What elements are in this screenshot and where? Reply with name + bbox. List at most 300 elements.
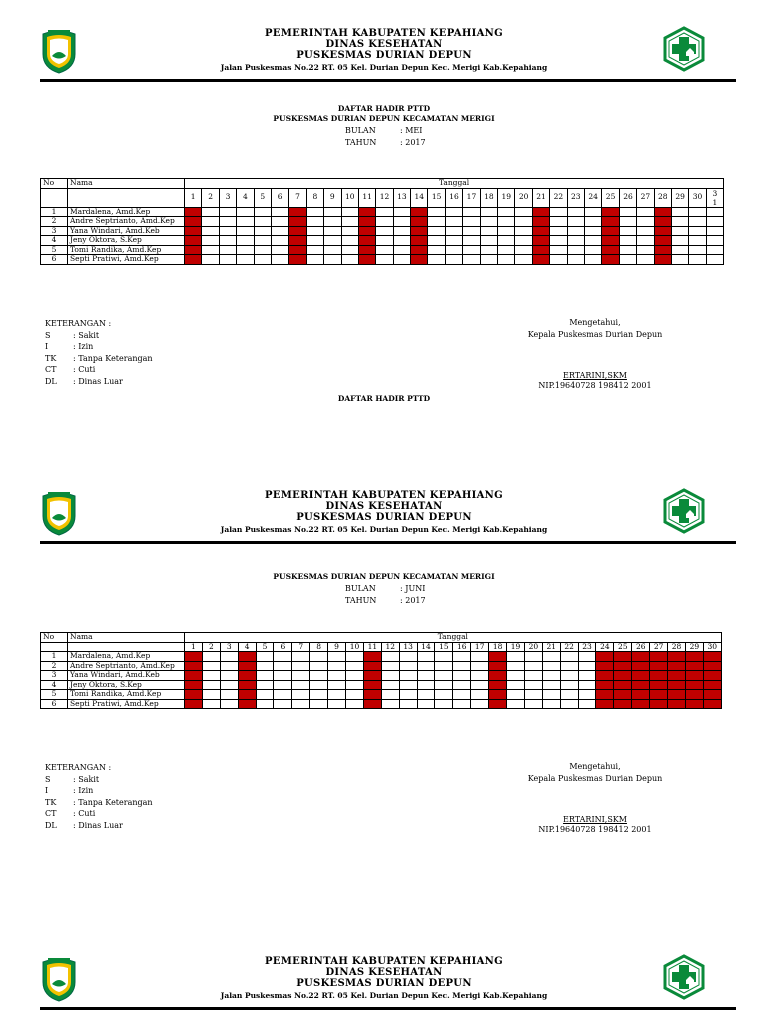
day-cell	[542, 699, 560, 709]
day-cell	[515, 207, 532, 217]
day-cell	[381, 699, 399, 709]
day-cell-marked	[596, 661, 614, 671]
day-cell-marked	[596, 690, 614, 700]
keterangan-block	[45, 318, 153, 387]
day-cell	[524, 661, 542, 671]
day-cell-marked	[596, 699, 614, 709]
day-header: 17	[463, 188, 480, 207]
day-cell	[637, 245, 654, 255]
row-no: 5	[41, 690, 68, 700]
day-cell	[480, 217, 497, 227]
day-cell	[671, 217, 688, 227]
day-cell	[399, 680, 417, 690]
day-cell	[480, 207, 497, 217]
day-cell	[399, 661, 417, 671]
day-cell	[619, 236, 636, 246]
day-cell	[220, 671, 238, 681]
header-no: No	[41, 633, 68, 643]
day-cell-marked	[654, 207, 671, 217]
day-cell	[306, 226, 323, 236]
day-cell	[480, 245, 497, 255]
keterangan-code: TK	[45, 797, 57, 807]
day-cell-marked	[654, 226, 671, 236]
keterangan-code: I	[45, 786, 49, 795]
day-cell-marked	[668, 661, 686, 671]
day-cell	[671, 255, 688, 265]
keterangan-code: DL	[45, 376, 57, 386]
day-cell	[237, 245, 254, 255]
day-cell	[346, 680, 364, 690]
sign-name: ERTARINI,SKM	[563, 371, 627, 380]
day-cell	[578, 699, 596, 709]
keterangan-code: I	[45, 342, 49, 351]
day-cell-marked	[489, 680, 507, 690]
day-cell-marked	[668, 699, 686, 709]
day-cell-marked	[650, 671, 668, 681]
day-cell	[428, 236, 445, 246]
day-cell	[550, 236, 567, 246]
day-cell	[453, 699, 471, 709]
day-cell	[256, 661, 274, 671]
header-nama-blank	[68, 642, 185, 652]
row-nama: Tomi Randika, Amd.Kep	[68, 245, 185, 255]
day-cell	[237, 255, 254, 265]
day-cell	[274, 699, 292, 709]
sign-line1: Mengetahui,	[569, 318, 621, 327]
day-cell-marked	[703, 671, 721, 681]
day-cell	[453, 690, 471, 700]
day-cell	[220, 699, 238, 709]
day-cell	[292, 680, 310, 690]
day-cell	[202, 255, 219, 265]
day-cell	[328, 699, 346, 709]
day-cell	[524, 671, 542, 681]
table-row	[41, 226, 724, 236]
day-cell	[671, 245, 688, 255]
day-header: 6	[271, 188, 288, 207]
keterangan-desc: : Izin	[73, 342, 94, 351]
day-cell	[560, 671, 578, 681]
day-cell	[637, 236, 654, 246]
day-cell	[292, 671, 310, 681]
row-no: 4	[41, 680, 68, 690]
day-cell-marked	[289, 217, 306, 227]
day-cell	[471, 699, 489, 709]
day-header: 9	[324, 188, 341, 207]
row-no: 3	[41, 226, 68, 236]
day-cell-marked	[654, 245, 671, 255]
day-cell	[341, 207, 358, 217]
day-cell-marked	[185, 226, 202, 236]
day-cell-marked	[632, 652, 650, 662]
table-row	[41, 680, 722, 690]
day-cell	[550, 255, 567, 265]
day-cell	[445, 217, 462, 227]
day-cell	[463, 255, 480, 265]
day-cell-marked	[411, 255, 428, 265]
header-tanggal: Tanggal	[185, 633, 722, 643]
day-header: 28	[654, 188, 671, 207]
day-cell-marked	[602, 255, 619, 265]
day-header: 11	[363, 642, 381, 652]
day-cell-marked	[185, 671, 203, 681]
day-cell	[619, 226, 636, 236]
day-cell-marked	[185, 207, 202, 217]
day-cell-marked	[238, 652, 256, 662]
section1-bulan-label: BULAN	[345, 126, 376, 135]
table-row	[41, 236, 724, 246]
day-cell	[219, 255, 236, 265]
day-cell	[310, 699, 328, 709]
keterangan-title: KETERANGAN :	[45, 319, 112, 328]
day-header: 1	[185, 642, 203, 652]
header-nama: Nama	[68, 179, 185, 189]
day-cell-marked	[238, 661, 256, 671]
day-cell	[524, 652, 542, 662]
sign-line2: Kepala Puskesmas Durian Depun	[527, 330, 663, 339]
day-header: 3	[219, 188, 236, 207]
day-header: 7	[289, 188, 306, 207]
day-cell	[381, 690, 399, 700]
day-cell-marked	[363, 671, 381, 681]
day-cell	[567, 255, 584, 265]
header-no-blank	[41, 188, 68, 207]
day-cell-marked	[650, 652, 668, 662]
day-cell	[237, 207, 254, 217]
day-cell	[435, 690, 453, 700]
day-cell	[498, 255, 515, 265]
day-cell-marked	[238, 671, 256, 681]
letterhead-divider	[40, 541, 736, 544]
day-cell-marked	[185, 690, 203, 700]
day-cell	[306, 217, 323, 227]
section1-bulan-value: : MEI	[400, 126, 423, 135]
day-cell	[471, 652, 489, 662]
day-cell-marked	[238, 680, 256, 690]
table-row	[41, 255, 724, 265]
day-cell	[542, 690, 560, 700]
day-cell	[619, 217, 636, 227]
day-cell	[435, 652, 453, 662]
day-cell	[341, 236, 358, 246]
letterhead-line2: DINAS KESEHATAN	[325, 967, 443, 978]
day-cell	[584, 217, 601, 227]
day-header: 29	[671, 188, 688, 207]
day-cell	[219, 236, 236, 246]
day-cell-marked	[358, 217, 375, 227]
day-cell	[237, 226, 254, 236]
day-header: 24	[596, 642, 614, 652]
day-header: 26	[632, 642, 650, 652]
day-cell-marked	[632, 690, 650, 700]
day-cell	[578, 652, 596, 662]
day-cell	[292, 661, 310, 671]
day-cell	[254, 255, 271, 265]
day-header: 16	[453, 642, 471, 652]
day-header: 17	[471, 642, 489, 652]
day-cell-marked	[668, 690, 686, 700]
day-cell	[542, 680, 560, 690]
day-header: 15	[428, 188, 445, 207]
row-nama: Septi Pratiwi, Amd.Kep	[68, 255, 185, 265]
day-cell	[202, 699, 220, 709]
day-header: 23	[578, 642, 596, 652]
letterhead-address: Jalan Puskesmas No.22 RT. 05 Kel. Durian Depun Kec. Merigi Kab.Kepahiang	[220, 525, 548, 534]
day-cell	[637, 207, 654, 217]
day-header: 28	[668, 642, 686, 652]
row-no: 6	[41, 699, 68, 709]
row-no: 1	[41, 652, 68, 662]
day-cell	[271, 255, 288, 265]
day-cell	[584, 255, 601, 265]
day-cell	[324, 226, 341, 236]
day-cell	[560, 680, 578, 690]
day-cell	[381, 680, 399, 690]
day-cell	[341, 245, 358, 255]
day-cell	[292, 652, 310, 662]
day-cell	[453, 671, 471, 681]
day-cell	[428, 255, 445, 265]
keterangan-item	[45, 820, 153, 832]
day-header: 5	[256, 642, 274, 652]
day-header: 5	[254, 188, 271, 207]
keterangan-desc: : Dinas Luar	[73, 820, 123, 830]
day-cell	[417, 699, 435, 709]
day-header: 14	[411, 188, 428, 207]
day-cell-marked	[238, 699, 256, 709]
day-cell-marked	[668, 652, 686, 662]
day-cell	[567, 245, 584, 255]
day-cell	[578, 661, 596, 671]
day-cell	[376, 245, 393, 255]
day-cell	[381, 671, 399, 681]
day-cell	[256, 690, 274, 700]
table-row	[41, 671, 722, 681]
day-cell-marked	[532, 245, 549, 255]
keterangan-item	[45, 330, 153, 342]
day-cell	[324, 207, 341, 217]
table-row	[41, 207, 724, 217]
day-header: 18	[480, 188, 497, 207]
keterangan-code: DL	[45, 820, 57, 830]
keterangan-item	[45, 341, 153, 353]
day-cell	[671, 207, 688, 217]
day-cell	[393, 207, 410, 217]
day-header: 25	[602, 188, 619, 207]
keterangan-desc: : Sakit	[73, 774, 100, 784]
day-cell	[274, 690, 292, 700]
day-cell	[498, 217, 515, 227]
day-header: 30	[703, 642, 721, 652]
day-cell	[480, 226, 497, 236]
day-cell	[341, 255, 358, 265]
day-cell	[328, 661, 346, 671]
letterhead-line1: PEMERINTAH KABUPATEN KEPAHIANG	[265, 490, 503, 501]
day-cell-marked	[411, 217, 428, 227]
day-cell	[689, 236, 706, 246]
day-cell	[219, 217, 236, 227]
day-cell	[637, 226, 654, 236]
day-cell-marked	[532, 207, 549, 217]
sign-name: ERTARINI,SKM	[563, 815, 627, 824]
day-cell	[376, 217, 393, 227]
letterhead-line3: PUSKESMAS DURIAN DEPUN	[296, 50, 472, 61]
keterangan-item	[45, 376, 153, 388]
day-cell	[706, 217, 723, 227]
section2-tahun-label: TAHUN	[345, 596, 377, 605]
day-cell	[560, 661, 578, 671]
day-cell-marked	[596, 652, 614, 662]
day-cell	[271, 245, 288, 255]
day-cell	[515, 245, 532, 255]
day-cell	[560, 690, 578, 700]
day-cell-marked	[650, 690, 668, 700]
day-cell	[524, 680, 542, 690]
day-cell	[463, 236, 480, 246]
row-no: 5	[41, 245, 68, 255]
day-cell	[428, 207, 445, 217]
day-cell	[202, 652, 220, 662]
day-cell-marked	[632, 680, 650, 690]
letterhead-line1: PEMERINTAH KABUPATEN KEPAHIANG	[265, 28, 503, 39]
day-cell	[346, 699, 364, 709]
day-cell	[637, 217, 654, 227]
day-cell-marked	[685, 652, 703, 662]
day-cell	[254, 245, 271, 255]
day-cell	[637, 255, 654, 265]
day-cell	[399, 671, 417, 681]
row-nama: Mardalena, Amd.Kep	[68, 207, 185, 217]
day-header: 24	[584, 188, 601, 207]
day-cell	[237, 236, 254, 246]
day-cell	[254, 226, 271, 236]
row-nama: Yana Windari, Amd.Keb	[68, 671, 185, 681]
sign-line1: Mengetahui,	[569, 762, 621, 771]
sign-block	[515, 762, 675, 834]
day-cell	[445, 226, 462, 236]
day-cell	[219, 207, 236, 217]
day-cell-marked	[289, 236, 306, 246]
day-cell	[399, 652, 417, 662]
letterhead-address: Jalan Puskesmas No.22 RT. 05 Kel. Durian Depun Kec. Merigi Kab.Kepahiang	[220, 63, 548, 72]
sign-block	[515, 318, 675, 390]
day-cell	[310, 671, 328, 681]
day-cell-marked	[289, 245, 306, 255]
table-row	[41, 690, 722, 700]
day-cell	[453, 680, 471, 690]
header-no-blank	[41, 642, 68, 652]
day-cell	[463, 245, 480, 255]
row-no: 2	[41, 661, 68, 671]
attendance-table-may	[40, 178, 724, 265]
sign-line2: Kepala Puskesmas Durian Depun	[527, 774, 663, 783]
day-cell-marked	[650, 661, 668, 671]
day-cell	[376, 207, 393, 217]
day-cell-marked	[614, 661, 632, 671]
table-row	[41, 652, 722, 662]
day-cell-marked	[358, 226, 375, 236]
day-header: 12	[376, 188, 393, 207]
row-nama: Jeny Oktora, S.Kep	[68, 680, 185, 690]
day-cell-marked	[602, 226, 619, 236]
letterhead-line3: PUSKESMAS DURIAN DEPUN	[296, 978, 472, 989]
day-header: 2	[202, 642, 220, 652]
letterhead-divider	[40, 1007, 736, 1010]
day-cell	[445, 207, 462, 217]
day-cell	[453, 652, 471, 662]
day-header: 26	[619, 188, 636, 207]
day-cell	[567, 207, 584, 217]
day-cell	[202, 217, 219, 227]
header-tanggal: Tanggal	[185, 179, 724, 189]
day-cell	[567, 236, 584, 246]
day-cell	[328, 680, 346, 690]
day-cell-marked	[654, 236, 671, 246]
day-cell-marked	[185, 699, 203, 709]
day-cell	[463, 226, 480, 236]
day-header: 13	[399, 642, 417, 652]
day-cell	[706, 207, 723, 217]
day-cell	[328, 690, 346, 700]
day-header: 29	[685, 642, 703, 652]
day-cell	[471, 690, 489, 700]
day-header: 1	[185, 188, 202, 207]
keterangan-code: CT	[45, 809, 57, 818]
day-cell-marked	[489, 690, 507, 700]
day-cell	[507, 661, 525, 671]
day-cell	[306, 245, 323, 255]
row-nama: Jeny Oktora, S.Kep	[68, 236, 185, 246]
day-header: 30	[689, 188, 706, 207]
day-cell	[428, 226, 445, 236]
day-cell	[324, 236, 341, 246]
day-cell	[445, 255, 462, 265]
day-cell	[220, 690, 238, 700]
day-header: 11	[358, 188, 375, 207]
day-cell	[271, 236, 288, 246]
day-cell-marked	[532, 236, 549, 246]
day-cell	[202, 207, 219, 217]
day-cell	[254, 236, 271, 246]
day-cell	[256, 671, 274, 681]
day-cell	[393, 226, 410, 236]
day-header: 4	[237, 188, 254, 207]
day-header: 6	[274, 642, 292, 652]
day-header: 7	[292, 642, 310, 652]
day-header: 13	[393, 188, 410, 207]
day-cell-marked	[602, 245, 619, 255]
letterhead-line3: PUSKESMAS DURIAN DEPUN	[296, 512, 472, 523]
day-header: 9	[328, 642, 346, 652]
day-cell	[220, 652, 238, 662]
day-cell	[542, 661, 560, 671]
day-cell-marked	[614, 690, 632, 700]
day-cell	[471, 671, 489, 681]
day-cell-marked	[411, 226, 428, 236]
day-cell	[219, 226, 236, 236]
row-nama: Mardalena, Amd.Kep	[68, 652, 185, 662]
header-nama: Nama	[68, 633, 185, 643]
table-row	[41, 661, 722, 671]
keterangan-code: CT	[45, 365, 57, 374]
table-row	[41, 217, 724, 227]
day-cell	[515, 255, 532, 265]
day-header: 21	[532, 188, 549, 207]
day-header: 25	[614, 642, 632, 652]
day-cell	[376, 236, 393, 246]
day-cell	[202, 226, 219, 236]
day-cell	[507, 671, 525, 681]
